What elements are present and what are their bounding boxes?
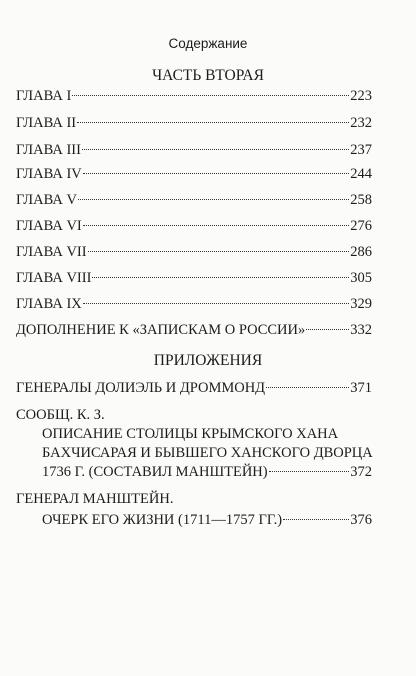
dot-leader	[306, 329, 349, 330]
toc-entry-label: ГЛАВА IV	[16, 166, 82, 182]
toc-entry-label: ГЛАВА I	[16, 88, 72, 104]
dot-leader	[82, 149, 349, 150]
toc-entry-chapter-8	[16, 268, 372, 288]
toc-entry-chapter-3	[16, 140, 372, 160]
toc-entry-chapter-6	[16, 216, 372, 236]
dot-leader	[266, 387, 349, 388]
toc-entry-page: 223	[350, 88, 372, 104]
toc-entry-page: 332	[350, 322, 372, 338]
toc-entry-label: ГЛАВА II	[16, 115, 77, 131]
toc-entry-chapter-4	[16, 164, 372, 184]
toc-entry-page: 232	[350, 115, 372, 131]
toc-entry-chapter-7	[16, 242, 372, 262]
page-header: Содержание	[168, 36, 248, 51]
toc-entry-page: 237	[350, 142, 372, 158]
toc-entry-label: ГЕНЕРАЛЫ ДОЛИЭЛЬ И ДРОММОНД	[16, 380, 266, 396]
toc-entry-label: ГЛАВА VIII	[16, 270, 92, 286]
toc-entry-chapter-1	[16, 86, 372, 106]
toc-entry-page: 371	[350, 380, 372, 396]
toc-entry-page: 372	[350, 464, 372, 480]
appendix-2-author: СООБЩ. К. З.	[16, 407, 105, 423]
toc-entry-appendix-3	[42, 510, 372, 530]
dot-leader	[78, 199, 349, 200]
dot-leader	[83, 225, 349, 226]
appendix-2-line-1: ОПИСАНИЕ СТОЛИЦЫ КРЫМСКОГО ХАНА	[42, 426, 339, 442]
toc-entry-page: 286	[350, 244, 372, 260]
toc-entry-chapter-2	[16, 113, 372, 133]
dot-leader	[77, 122, 349, 123]
dot-leader	[283, 519, 349, 520]
toc-entry-label: ДОПОЛНЕНИЕ К «ЗАПИСКАМ О РОССИИ»	[16, 322, 306, 338]
toc-entry-page: 305	[350, 270, 372, 286]
toc-entry-label: ГЛАВА III	[16, 142, 81, 158]
dot-leader	[83, 303, 349, 304]
toc-entry-label: ОЧЕРК ЕГО ЖИЗНИ (1711—1757 ГГ.)	[42, 512, 283, 528]
toc-entry-page: 258	[350, 192, 372, 208]
dot-leader	[83, 173, 349, 174]
toc-entry-label: ГЛАВА VI	[16, 218, 82, 234]
appendices-title: ПРИЛОЖЕНИЯ	[153, 352, 263, 369]
toc-entry-appendix-2	[42, 462, 372, 482]
dot-leader	[269, 471, 350, 472]
part-title: ЧАСТЬ ВТОРАЯ	[152, 67, 264, 84]
toc-entry-page: 276	[350, 218, 372, 234]
toc-entry-label: ГЛАВА VII	[16, 244, 87, 260]
toc-entry-label: ГЛАВА IX	[16, 296, 82, 312]
toc-entry-page: 244	[350, 166, 372, 182]
dot-leader	[88, 251, 350, 252]
toc-entry-supplement	[16, 320, 372, 340]
toc-entry-appendix-1	[16, 378, 372, 398]
toc-entry-chapter-9	[16, 294, 372, 314]
toc-entry-label: 1736 Г. (СОСТАВИЛ МАНШТЕЙН)	[42, 464, 268, 480]
toc-entry-chapter-5	[16, 190, 372, 210]
toc-entry-page: 329	[350, 296, 372, 312]
appendix-2-line-2: БАХЧИСАРАЯ И БЫВШЕГО ХАНСКОГО ДВОРЦА	[42, 445, 373, 461]
dot-leader	[72, 95, 349, 96]
appendix-3-title: ГЕНЕРАЛ МАНШТЕЙН.	[16, 491, 174, 507]
dot-leader	[92, 277, 349, 278]
toc-entry-label: ГЛАВА V	[16, 192, 77, 208]
toc-entry-page: 376	[350, 512, 372, 528]
